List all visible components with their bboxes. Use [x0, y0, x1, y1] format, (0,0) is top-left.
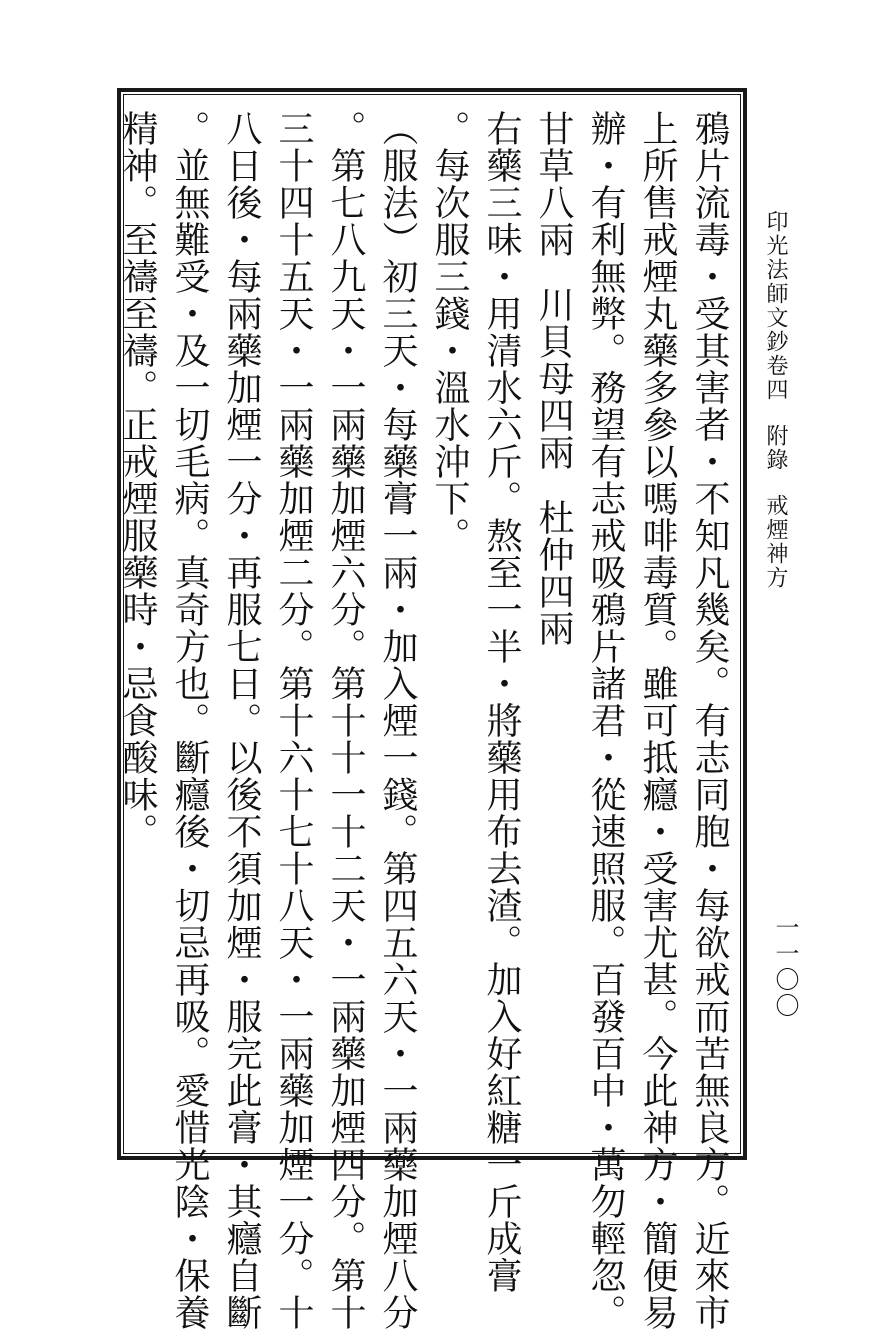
text-column: 辦・有利無弊。務望有志戒吸鴉片諸君・從速照服。百發百中・萬勿輕忽。	[585, 110, 626, 1331]
text-column: 。並無難受・及一切毛病。真奇方也。斷癮後・切忌再吸。愛惜光陰・保養	[169, 110, 210, 1331]
body-text	[111, 110, 735, 1331]
text-column: 右藥三味・用清水六斤。熬至一半・將藥用布去渣。加入好紅糖一斤成膏	[481, 110, 522, 1294]
text-column: 三十四十五天・一兩藥加煙二分。第十六十七十八天・一兩藥加煙一分。十	[273, 110, 314, 1331]
page-number: 一一〇〇	[771, 915, 799, 1019]
text-column: 。每次服三錢・溫水沖下。	[429, 110, 470, 554]
text-column: 八日後・每兩藥加煙一分・再服七日。以後不須加煙・服完此膏・其癮自斷	[221, 110, 262, 1331]
text-column: 鴉片流毒・受其害者・不知凡幾矣。有志同胞・每欲戒而苦無良方。近來市	[689, 110, 730, 1331]
herb-fritillaria: 川貝母四兩	[533, 286, 574, 471]
text-column: 上所售戒煙丸藥多參以嗎啡毒質。雖可抵癮・受害尤甚。今此神方・簡便易	[637, 110, 678, 1331]
herb-licorice: 甘草八兩	[533, 110, 574, 258]
header-chapter: 戒煙神方	[763, 494, 788, 590]
header-book-title: 印光法師文鈔卷四	[763, 210, 788, 402]
text-column: 精神。至禱至禱。正戒煙服藥時・忌食酸味。	[117, 110, 158, 850]
running-header	[760, 210, 791, 590]
text-column: 。第七八九天・一兩藥加煙六分。第十十一十二天・一兩藥加煙四分。第十	[325, 110, 366, 1331]
herb-eucommia: 杜仲四兩	[533, 499, 574, 647]
text-column: （服法）初三天・每藥膏一兩・加入煙一錢。第四五六天・一兩藥加煙八分	[377, 110, 418, 1331]
header-section: 附錄	[763, 424, 788, 472]
prescription-column	[527, 110, 579, 1120]
